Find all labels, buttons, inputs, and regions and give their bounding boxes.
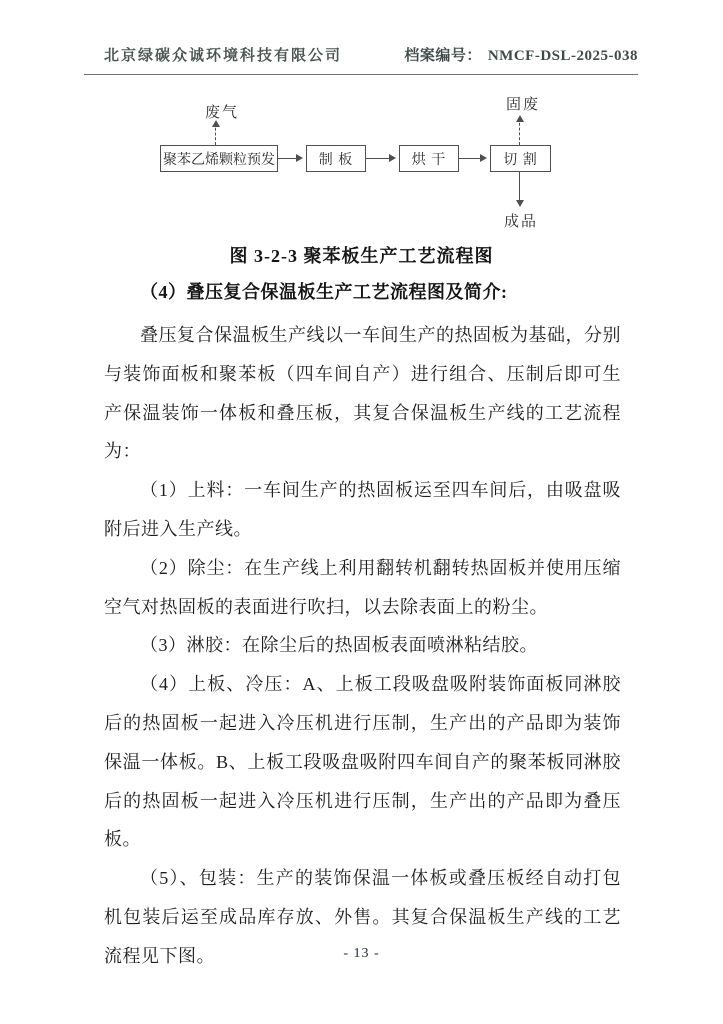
product-label: 成品 [504, 214, 539, 230]
body-paragraph: 叠压复合保温板生产线以一车间生产的热固板为基础，分别与装饰面板和聚苯板（四车间自产）进行组合、压制后即可生产保温装饰一体板和叠压板，其复合保温板生产线的工艺流程为： [104, 325, 621, 462]
body-paragraph: （1）上料：一车间生产的热固板运至四车间后，由吸盘吸附后进入生产线。 [104, 480, 621, 539]
archive-number: NMCF-DSL-2025-038 [487, 48, 638, 64]
process-flowchart [0, 88, 723, 240]
body-paragraph: （4）上板、冷压：A、上板工段吸盘吸附装饰面板同淋胶后的热固板一起进入冷压机进行压制，生产出的产品即为装饰保温一体板。B、上板工段吸盘吸附四车间自产的聚苯板同淋胶后的热固板一起进入冷压机进行压制，生产出的产品即为叠压板。 [104, 674, 621, 850]
solid-waste-label: 固废 [506, 97, 541, 113]
flow-step-pre-expansion: 聚苯乙烯颗粒预发 [160, 145, 278, 172]
arrow-up-dashed-icon [215, 123, 216, 145]
flow-step-board-forming: 制 板 [306, 145, 366, 172]
arrow-right-icon [459, 158, 484, 159]
waste-gas-label: 废气 [205, 105, 240, 121]
page-header [84, 44, 638, 75]
flow-step-cutting: 切 割 [490, 145, 551, 172]
company-name: 北京绿碳众诚环境科技有限公司 [104, 48, 343, 64]
archive-label: 档案编号： [404, 48, 482, 64]
section-heading: （4）叠压复合保温板生产工艺流程图及简介: [140, 282, 508, 302]
page-number: - 13 - [343, 946, 380, 961]
arrow-right-icon [278, 158, 300, 159]
archive-number-field [404, 44, 638, 65]
flow-step-drying: 烘 干 [399, 145, 459, 172]
body-paragraph: （2）除尘：在生产线上利用翻转机翻转热固板并使用压缩空气对热固板的表面进行吹扫，以去除表面上的粉尘。 [104, 557, 621, 617]
body-paragraph: （5）、包装：生产的装饰保温一体板或叠压板经自动打包机包装后运至成品库存放、外售。其复合保温板生产线的工艺流程见下图。 [104, 868, 621, 966]
body-paragraph: （3）淋胶：在除尘后的热固板表面喷淋粘结胶。 [140, 635, 538, 656]
document-body [104, 278, 621, 976]
arrow-up-dashed-icon [519, 118, 520, 145]
arrow-down-icon [519, 172, 520, 204]
figure-caption: 图 3-2-3 聚苯板生产工艺流程图 [229, 246, 494, 266]
arrow-right-icon [366, 158, 393, 159]
